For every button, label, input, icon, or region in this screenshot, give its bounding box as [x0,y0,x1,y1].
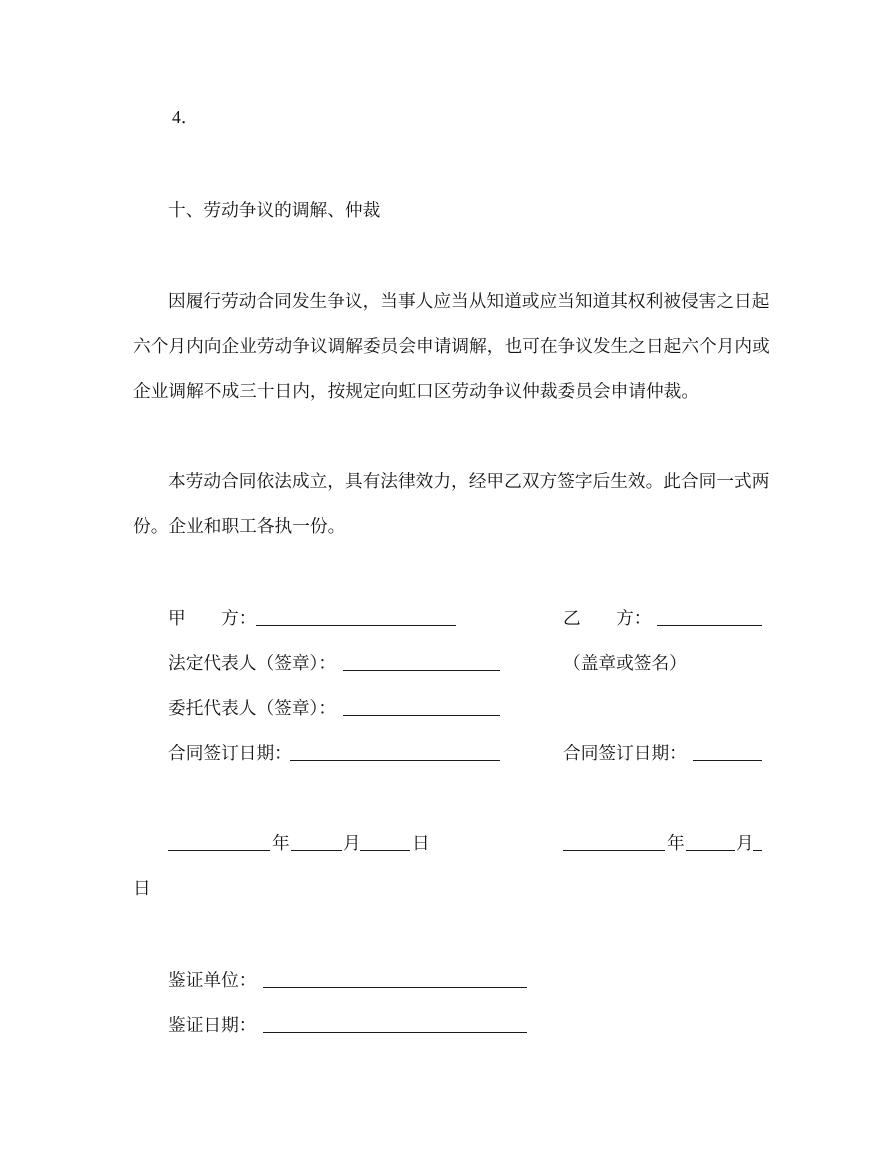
party-b-label: 乙 方： [563,608,652,628]
party-b-signature-line [657,625,762,626]
year-blank [168,850,270,851]
paragraph-line: 本劳动合同依法成立，具有法律效力，经甲乙双方签字后生效。此合同一式两 [168,471,770,491]
day-blank [753,850,762,851]
month-label: 月 [343,833,361,853]
party-a-label: 甲 方： [168,608,257,628]
sign-date-label-a: 合同签订日期： [168,743,292,763]
sign-date-line-a [290,760,500,761]
paragraph-line: 因履行劳动合同发生争议，当事人应当从知道或应当知道其权利被侵害之日起 [168,291,770,311]
party-a-signature-line [256,625,456,626]
verification-date-line [263,1032,527,1033]
month-blank [686,850,735,851]
legal-rep-label: 法定代表人（签章）： [168,653,337,673]
month-blank [291,850,342,851]
month-label: 月 [736,833,754,853]
paragraph-line: 六个月内向企业劳动争议调解委员会申请调解，也可在争议发生之日起六个月内或 [133,336,770,356]
year-label: 年 [272,833,290,853]
day-blank [360,850,410,851]
verification-unit-line [263,987,527,988]
seal-note: （盖章或签名） [563,653,687,673]
year-blank [563,850,665,851]
day-label: 日 [133,878,151,898]
sign-date-label-b: 合同签订日期： [563,743,687,763]
agent-label: 委托代表人（签章）： [168,698,337,718]
legal-rep-signature-line [343,670,500,671]
verification-date-label: 鉴证日期： [168,1015,257,1035]
section-heading: 十、劳动争议的调解、仲裁 [168,200,381,220]
paragraph-line: 企业调解不成三十日内，按规定向虹口区劳动争议仲裁委员会申请仲裁。 [133,381,700,401]
year-label: 年 [667,833,685,853]
verification-unit-label: 鉴证单位： [168,970,257,990]
item-number: 4． [172,107,199,127]
day-label: 日 [412,833,430,853]
agent-signature-line [343,715,500,716]
sign-date-line-b [693,760,762,761]
paragraph-line: 份。企业和职工各执一份。 [133,516,346,536]
